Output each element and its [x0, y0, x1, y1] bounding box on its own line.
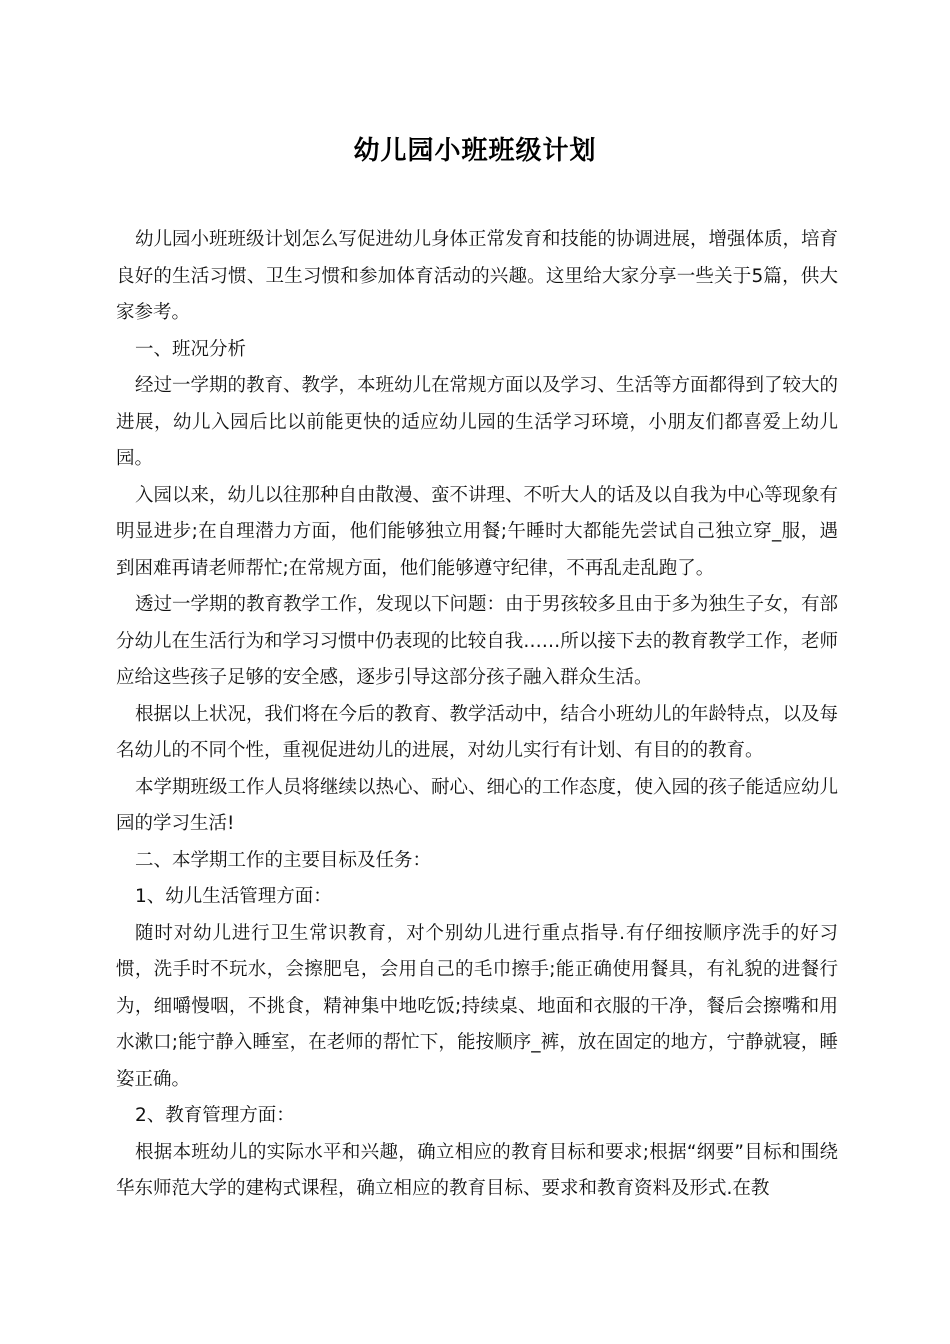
subsection-heading-life-management: 1、幼儿生活管理方面： [135, 886, 332, 907]
body-paragraph: 根据以上状况，我们将在今后的教育、教学活动中，结合小班幼儿的年龄特点，以及每名幼儿的不同个性，重视促进幼儿的进展，对幼儿实行有计划、有目的的教育。 [116, 703, 839, 761]
intro-paragraph: 幼儿园小班班级计划怎么写促进幼儿身体正常发育和技能的协调进展，增强体质，培育良好的生活习惯、卫生习惯和参加体育活动的兴趣。这里给大家分享一些关于5篇，供大家参考。 [116, 229, 839, 323]
subsection-heading-education-management: 2、教育管理方面： [135, 1105, 295, 1126]
section-heading-class-analysis: 一、班况分析 [135, 338, 247, 360]
document-title: 幼儿园小班班级计划 [353, 136, 597, 166]
body-paragraph: 透过一学期的教育教学工作，发现以下问题：由于男孩较多且由于多为独生子女，有部分幼儿在生活行为和学习习惯中仍表现的比较自我……所以接下去的教育教学工作，老师应给这些孩子足够的安全感，逐步引导这部分孩子融入群众生活。 [116, 594, 839, 688]
body-paragraph: 根据本班幼儿的实际水平和兴趣，确立相应的教育目标和要求;根据“纲要”目标和围绕华东师范大学的建构式课程，确立相应的教育目标、要求和教育资料及形式.在教 [116, 1141, 838, 1199]
body-paragraph: 经过一学期的教育、教学，本班幼儿在常规方面以及学习、生活等方面都得到了较大的进展，幼儿入园后比以前能更快的适应幼儿园的生活学习环境，小朋友们都喜爱上幼儿园。 [116, 375, 839, 469]
body-paragraph: 本学期班级工作人员将继续以热心、耐心、细心的工作态度，使入园的孩子能适应幼儿园的学习生活! [116, 776, 839, 834]
body-paragraph: 随时对幼儿进行卫生常识教育，对个别幼儿进行重点指导.有仔细按顺序洗手的好习惯，洗手时不玩水，会擦肥皂，会用自己的毛巾擦手;能正确使用餐具，有礼貌的进餐行为，细嚼慢咽，不挑食，精神集中地吃饭;持续桌、地面和衣服的干净，餐后会擦嘴和用水漱口;能宁静入睡室，在老师的帮忙下，能按顺序_裤，放在固定的地方，宁静就寝，睡姿正确。 [116, 922, 838, 1090]
body-paragraph: 入园以来，幼儿以往那种自由散漫、蛮不讲理、不听大人的话及以自我为中心等现象有明显进步;在自理潜力方面，他们能够独立用餐;午睡时大都能先尝试自己独立穿_服，遇到困难再请老师帮忙;在常规方面，他们能够遵守纪律，不再乱走乱跑了。 [116, 484, 839, 579]
section-heading-goals: 二、本学期工作的主要目标及任务： [135, 849, 432, 871]
document-body [116, 222, 838, 1208]
